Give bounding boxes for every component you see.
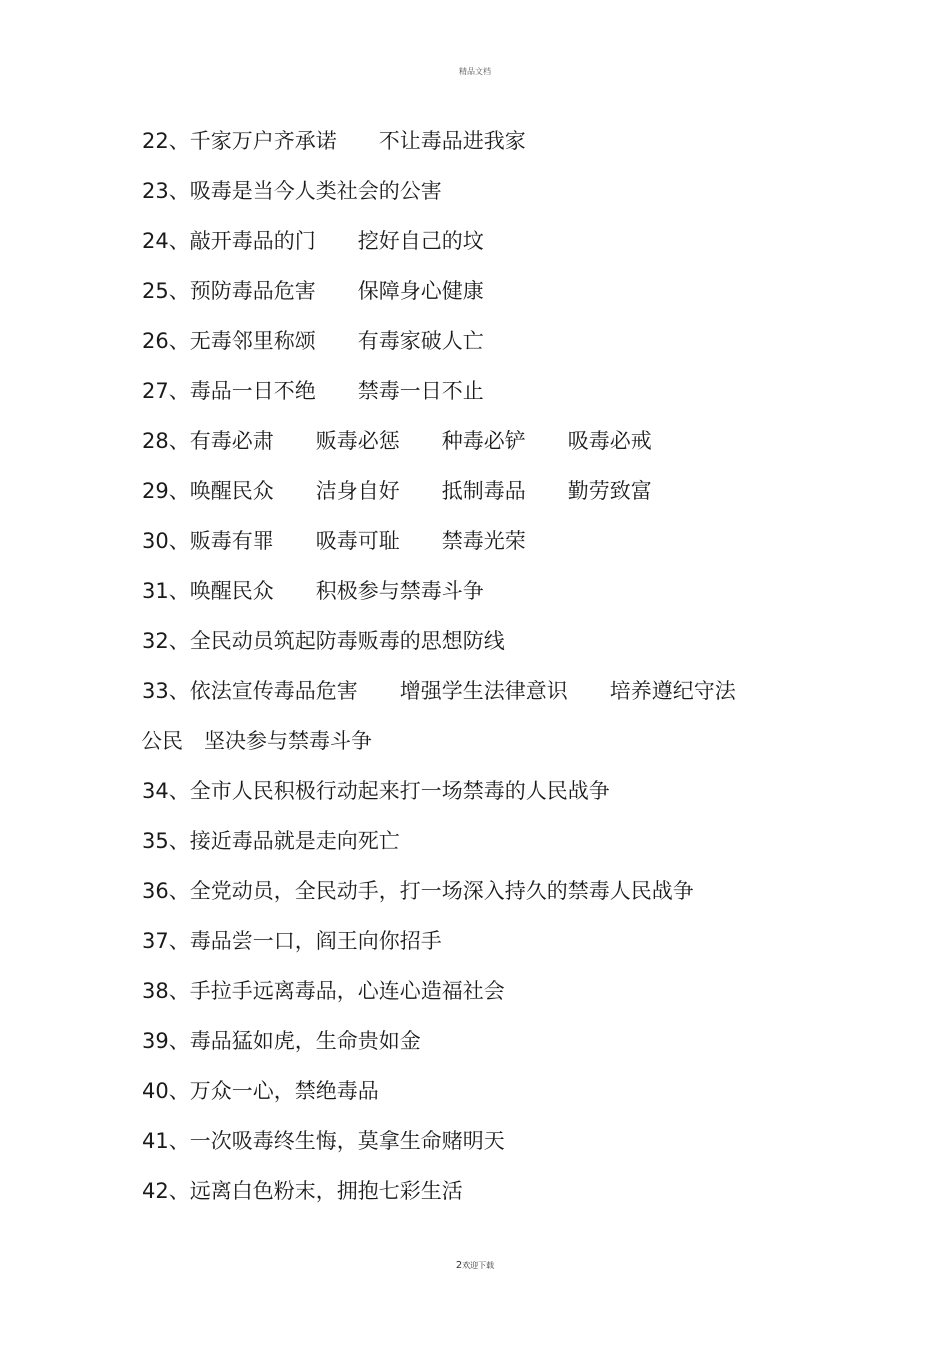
slogan-line: 38、手拉手远离毒品，心连心造福社会 bbox=[142, 979, 505, 1003]
slogan-line: 29、唤醒民众 洁身自好 抵制毒品 勤劳致富 bbox=[142, 479, 652, 503]
slogan-line-continuation: 公民 坚决参与禁毒斗争 bbox=[141, 729, 372, 753]
slogan-line: 30、贩毒有罪 吸毒可耻 禁毒光荣 bbox=[142, 529, 526, 553]
slogan-line: 35、接近毒品就是走向死亡 bbox=[142, 829, 400, 853]
page-number: 2 bbox=[455, 1260, 463, 1271]
page-footer bbox=[0, 1260, 950, 1271]
slogan-line: 25、预防毒品危害 保障身心健康 bbox=[142, 279, 484, 303]
slogan-list bbox=[142, 124, 842, 1224]
footer-text: 欢迎下载 bbox=[462, 1261, 495, 1270]
slogan-line: 42、远离白色粉末，拥抱七彩生活 bbox=[142, 1179, 463, 1203]
slogan-line: 39、毒品猛如虎，生命贵如金 bbox=[142, 1029, 421, 1053]
slogan-line: 26、无毒邻里称颂 有毒家破人亡 bbox=[142, 329, 484, 353]
slogan-line: 28、有毒必肃 贩毒必惩 种毒必铲 吸毒必戒 bbox=[142, 429, 652, 453]
slogan-line: 32、全民动员筑起防毒贩毒的思想防线 bbox=[142, 629, 505, 653]
slogan-line: 33、依法宣传毒品危害 增强学生法律意识 培养遵纪守法 bbox=[142, 679, 736, 703]
slogan-line: 41、一次吸毒终生悔，莫拿生命赌明天 bbox=[142, 1129, 505, 1153]
slogan-line: 34、全市人民积极行动起来打一场禁毒的人民战争 bbox=[142, 779, 610, 803]
slogan-line: 31、唤醒民众 积极参与禁毒斗争 bbox=[142, 579, 484, 603]
slogan-line: 24、敲开毒品的门 挖好自己的坟 bbox=[142, 229, 484, 253]
slogan-line: 27、毒品一日不绝 禁毒一日不止 bbox=[142, 379, 484, 403]
slogan-line: 36、全党动员，全民动手，打一场深入持久的禁毒人民战争 bbox=[142, 879, 694, 903]
slogan-line: 37、毒品尝一口，阎王向你招手 bbox=[142, 929, 442, 953]
slogan-line: 22、千家万户齐承诺 不让毒品进我家 bbox=[142, 129, 526, 153]
page-header: 精品文档 bbox=[459, 67, 491, 76]
slogan-line: 23、吸毒是当今人类社会的公害 bbox=[142, 179, 442, 203]
slogan-line: 40、万众一心，禁绝毒品 bbox=[142, 1079, 379, 1103]
